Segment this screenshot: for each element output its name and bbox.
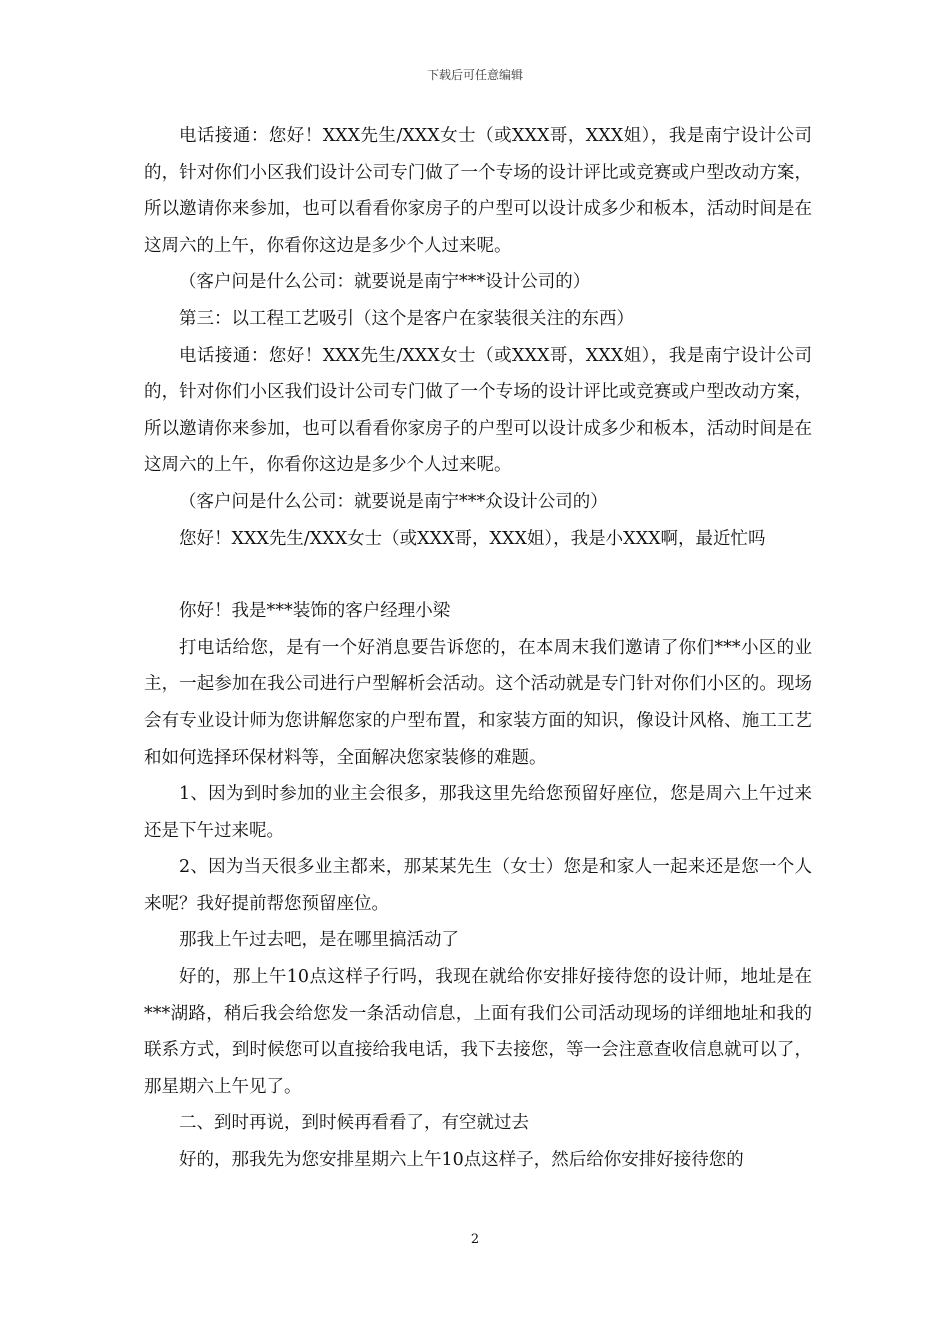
paragraph: 电话接通：您好！XXX先生/XXX女士（或XXX哥，XXX姐），我是南宁设计公司的，针对你们小区我们设计公司专门做了一个专场的设计评比或竞赛或户型改动方案，所以邀请你来参加，也可以看看你家房子的户型可以设计成多少和板本，活动时间是在这周六的上午，你看你这边是多少个人过来呢。 (144, 345, 812, 476)
document-body (144, 118, 812, 1179)
paragraph: 2、因为当天很多业主都来，那某某先生（女士）您是和家人一起来还是您一个人来呢？我好提前帮您预留座位。 (144, 857, 812, 914)
paragraph: 1、因为到时参加的业主会很多，那我这里先给您预留好座位，您是周六上午过来还是下午过来呢。 (144, 784, 812, 841)
paragraph: 好的，那我先为您安排星期六上午10点这样子，然后给你安排好接待您的 (179, 1150, 744, 1171)
paragraph: 第三：以工程工艺吸引（这个是客户在家装很关注的东西） (179, 308, 634, 329)
paragraph: 电话接通：您好！XXX先生/XXX女士（或XXX哥，XXX姐），我是南宁设计公司的，针对你们小区我们设计公司专门做了一个专场的设计评比或竞赛或户型改动方案，所以邀请你来参加，也可以看看你家房子的户型可以设计成多少和板本，活动时间是在这周六的上午，你看你这边是多少个人过来呢。 (144, 126, 812, 256)
paragraph: 你好！我是***装饰的客户经理小梁 (179, 601, 451, 622)
paragraph: 您好！XXX先生/XXX女士（或XXX哥，XXX姐），我是小XXX啊，最近忙吗 (179, 528, 766, 549)
paragraph: 打电话给您，是有一个好消息要告诉您的，在本周末我们邀请了你们***小区的业主，一起参加在我公司进行户型解析会活动。这个活动就是专门针对你们小区的。现场会有专业设计师为您讲解您家的户型布置，和家装方面的知识，像设计风格、施工工艺和如何选择环保材料等，全面解决您家装修的难题。 (144, 637, 812, 768)
page-number: 2 (470, 1232, 480, 1247)
paragraph: 二、到时再说，到时候再看看了，有空就过去 (179, 1113, 529, 1134)
paragraph: 那我上午过去吧，是在哪里搞活动了 (179, 930, 459, 951)
paragraph: （客户问是什么公司：就要说是南宁***众设计公司的） (179, 491, 608, 512)
header-note: 下载后可任意编辑 (426, 68, 523, 82)
paragraph: 好的，那上午10点这样子行吗，我现在就给你安排好接待您的设计师，地址是在***湖路，稍后我会给您发一条活动信息，上面有我们公司活动现场的详细地址和我的联系方式，到时候您可以直接给我电话，我下去接您，等一会注意查收信息就可以了，那星期六上午见了。 (144, 967, 812, 1097)
paragraph: （客户问是什么公司：就要说是南宁***设计公司的） (179, 272, 591, 293)
